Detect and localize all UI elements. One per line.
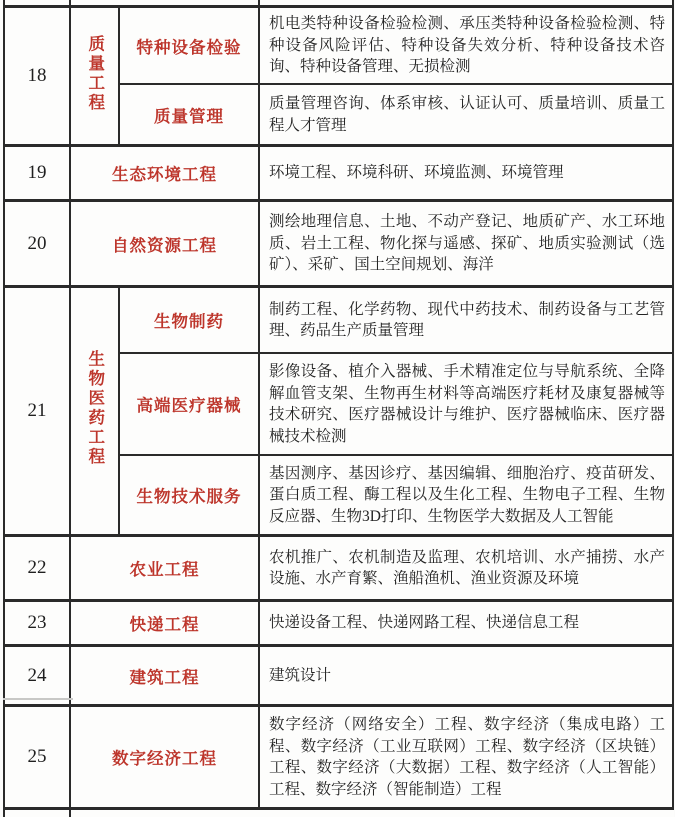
row-21-sub-1-name: 生物制药 [119, 287, 259, 354]
row-21-sub-1-description: 制药工程、化学药物、现代中药技术、制药设备与工艺管理、药品生产质量管理 [259, 287, 673, 354]
row-18-category-cell [70, 7, 119, 146]
row-24-description: 建筑设计 [259, 646, 673, 706]
row-19-category: 生态环境工程 [70, 146, 259, 201]
industry-category-table [3, 0, 674, 817]
table-row-24 [4, 646, 673, 706]
row-23-number: 23 [4, 601, 70, 646]
row-25-category: 数字经济工程 [70, 706, 259, 809]
row-21-sub-3-description: 基因测序、基因诊疗、基因编辑、细胞治疗、疫苗研发、蛋白质工程、酶工程以及生化工程、生物电子工程、生物反应器、生物3D打印、生物医学大数据及人工智能 [259, 455, 673, 536]
table-row-22 [4, 536, 673, 601]
row-20-category: 自然资源工程 [70, 201, 259, 287]
row-22-number: 22 [4, 536, 70, 601]
row-20-number: 20 [4, 201, 70, 287]
row-21-number: 21 [4, 287, 70, 536]
row-21-sub-3-name: 生物技术服务 [119, 455, 259, 536]
row-18-sub-2-description: 质量管理咨询、体系审核、认证认可、质量培训、质量工程人才管理 [259, 84, 673, 146]
row-18-sub-1-description: 机电类特种设备检验检测、承压类特种设备检验检测、特种设备风险评估、特种设备失效分析、特种设备技术咨询、特种设备管理、无损检测 [259, 7, 673, 85]
row-24-category: 建筑工程 [70, 646, 259, 706]
row-18-category-label: 质量工程 [86, 35, 103, 113]
row-19-description: 环境工程、环境科研、环境监测、环境管理 [259, 146, 673, 201]
row-25-number: 25 [4, 706, 70, 809]
table-row-18 [4, 7, 673, 85]
row-25-description: 数字经济（网络安全）工程、数字经济（集成电路）工程、数字经济（工业互联网）工程、数字经济（区块链）工程、数字经济（大数据）工程、数字经济（人工智能）工程、数字经济（智能制造）工程 [259, 706, 673, 809]
row-18-sub-1-name: 特种设备检验 [119, 7, 259, 85]
row-21-category-cell [70, 287, 119, 536]
table-row-cutoff-bottom [4, 809, 673, 817]
scan-edge-artifact [3, 698, 73, 700]
row-18-number: 18 [4, 7, 70, 146]
row-18-sub-2-name: 质量管理 [119, 84, 259, 146]
table-row-19 [4, 146, 673, 201]
table-row-21 [4, 287, 673, 354]
row-22-category: 农业工程 [70, 536, 259, 601]
row-24-number: 24 [4, 646, 70, 706]
row-23-category: 快递工程 [70, 601, 259, 646]
table-row-25 [4, 706, 673, 809]
cutoff-bottom-rest-cell [70, 809, 673, 817]
table-row-23 [4, 601, 673, 646]
cutoff-bottom-number-cell [4, 809, 70, 817]
table-row-20 [4, 201, 673, 287]
row-21-category-label: 生物医药工程 [86, 350, 103, 467]
row-21-sub-2-name: 高端医疗器械 [119, 353, 259, 455]
row-21-sub-2-description: 影像设备、植介入器械、手术精准定位与导航系统、全降解血管支架、生物再生材料等高端医疗耗材及康复器械等技术研究、医疗器械设计与维护、医疗器械临床、医疗器械技术检测 [259, 353, 673, 455]
row-22-description: 农机推广、农机制造及监理、农机培训、水产捕捞、水产设施、水产育繁、渔船渔机、渔业资源及环境 [259, 536, 673, 601]
row-19-number: 19 [4, 146, 70, 201]
row-23-description: 快递设备工程、快递网路工程、快递信息工程 [259, 601, 673, 646]
row-20-description: 测绘地理信息、土地、不动产登记、地质矿产、水工环地质、岩土工程、物化探与遥感、探矿、地质实验测试（选矿）、采矿、国土空间规划、海洋 [259, 201, 673, 287]
